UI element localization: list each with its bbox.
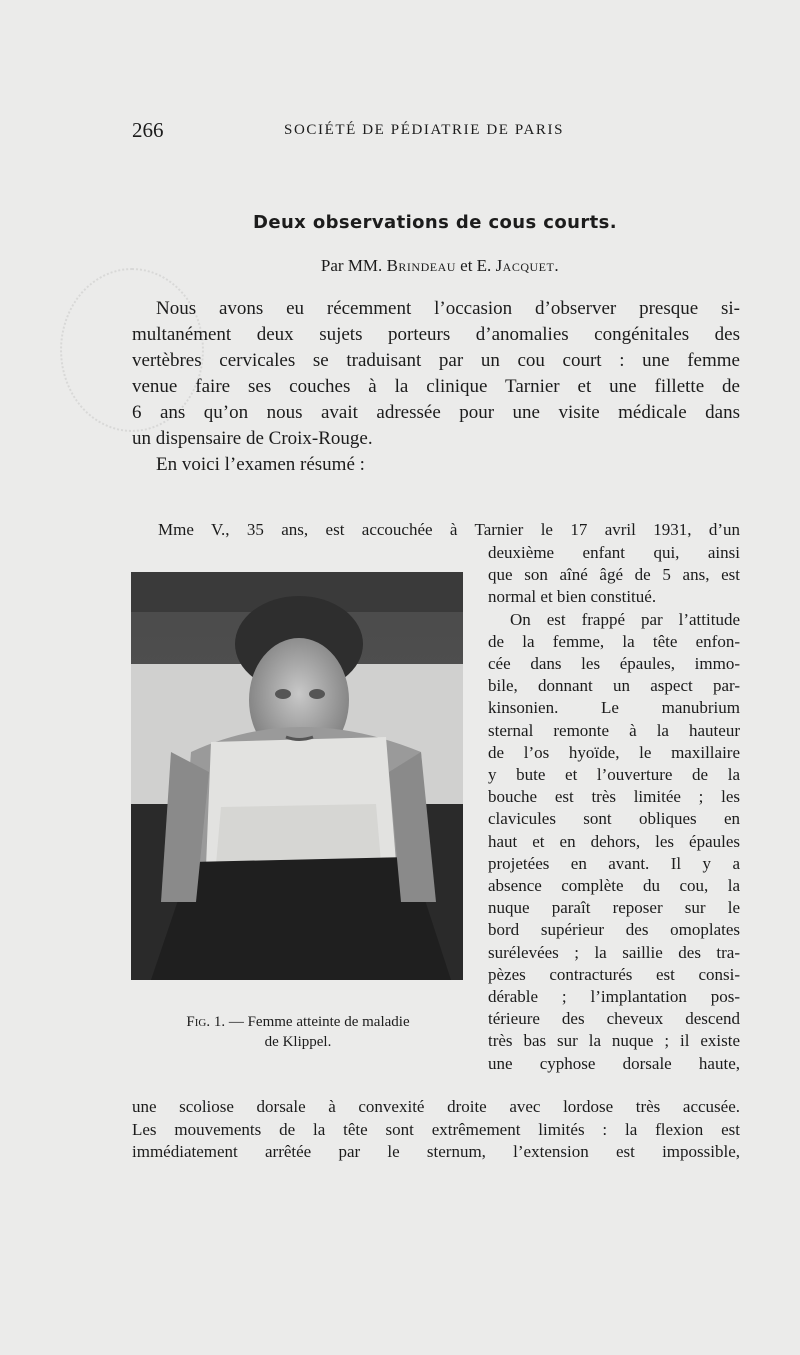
running-head: [132, 118, 740, 148]
column-line: pèzes contracturés est consi-: [488, 964, 740, 984]
column-line: projetées en avant. Il y a: [488, 853, 740, 873]
column-line: surélevées ; la saillie des tra-: [488, 942, 740, 962]
column-line: térieure des cheveux descend: [488, 1009, 740, 1029]
figure-photograph: [131, 572, 463, 980]
column-line: haut et en dehors, les épaules: [488, 831, 740, 851]
column-line: que son aîné âgé de 5 ans, est: [488, 565, 740, 585]
caption-label: Fig. 1.: [186, 1014, 226, 1030]
column-line: kinsonien. Le manubrium: [488, 698, 740, 718]
observation-column: [488, 542, 740, 1075]
column-line: une cyphose dorsale haute,: [488, 1053, 740, 1073]
column-line: bouche est très limitée ; les: [488, 787, 740, 807]
intro-line: venue faire ses couches à la clinique Tarnier et une fillette de: [132, 376, 740, 397]
column-line: dérable ; l’implantation pos-: [488, 987, 740, 1007]
column-line: clavicules sont obliques en: [488, 809, 740, 829]
intro-line: multanément deux sujets porteurs d’anomalies congénitales des: [132, 324, 740, 345]
column-line: On est frappé par l’attitude: [510, 609, 740, 629]
authors-line: [0, 256, 800, 276]
bottom-line: Les mouvements de la tête sont extrêmement limités : la flexion est: [132, 1119, 740, 1139]
column-line: de la femme, la tête enfon-: [488, 631, 740, 651]
bottom-line: une scoliose dorsale à convexité droite avec lordose très accusée.: [132, 1097, 740, 1116]
authors-joiner: et E.: [460, 256, 492, 275]
column-line: deuxième enfant qui, ainsi: [488, 543, 740, 562]
authors-prefix: Par MM.: [320, 256, 383, 275]
column-line: très bas sur la nuque ; il existe: [488, 1031, 740, 1051]
intro-line: 6 ans qu’on nous avait adressée pour une visite médicale dans: [132, 402, 740, 423]
intro-paragraph: [132, 296, 740, 478]
journal-title: SOCIÉTÉ DE PÉDIATRIE DE PARIS: [284, 122, 565, 138]
author-jacquet: Jacquet.: [495, 256, 560, 275]
figure-caption: [120, 1012, 476, 1052]
author-brindeau: Brindeau: [386, 256, 456, 275]
column-line: absence complète du cou, la: [488, 876, 740, 896]
column-line: cée dans les épaules, immo-: [488, 654, 740, 674]
caption-text: — Femme atteinte de maladie: [228, 1014, 410, 1030]
column-line: bord supérieur des omoplates: [488, 920, 740, 940]
column-line: de l’os hyoïde, le maxillaire: [488, 742, 740, 762]
intro-line: vertèbres cervicales se traduisant par un cou court : une femme: [132, 350, 740, 371]
column-line: nuque paraît reposer sur le: [488, 898, 740, 918]
column-line: normal et bien constitué.: [488, 587, 657, 607]
page-number: 266: [132, 118, 164, 142]
caption-text-2: de Klippel.: [264, 1034, 332, 1050]
column-line: bile, donnant un aspect par-: [488, 676, 740, 696]
observation-continuation: [132, 1096, 740, 1164]
column-line: sternal remonte à la hauteur: [488, 720, 740, 740]
intro-summary-line: En voici l’examen résumé :: [156, 454, 365, 475]
article-title: Deux observations de cous courts.: [253, 212, 617, 233]
bottom-line: immédiatement arrêtée par le sternum, l’extension est impossible,: [132, 1142, 740, 1161]
intro-line: Nous avons eu récemment l’occasion d’observer presque si-: [156, 298, 740, 319]
column-line: y bute et l’ouverture de la: [488, 765, 740, 785]
intro-line: un dispensaire de Croix-Rouge.: [132, 428, 373, 449]
observation-first-line: Mme V., 35 ans, est accouchée à Tarnier le 17 avril 1931, d’un: [158, 520, 740, 539]
patient-photograph: [131, 572, 463, 980]
